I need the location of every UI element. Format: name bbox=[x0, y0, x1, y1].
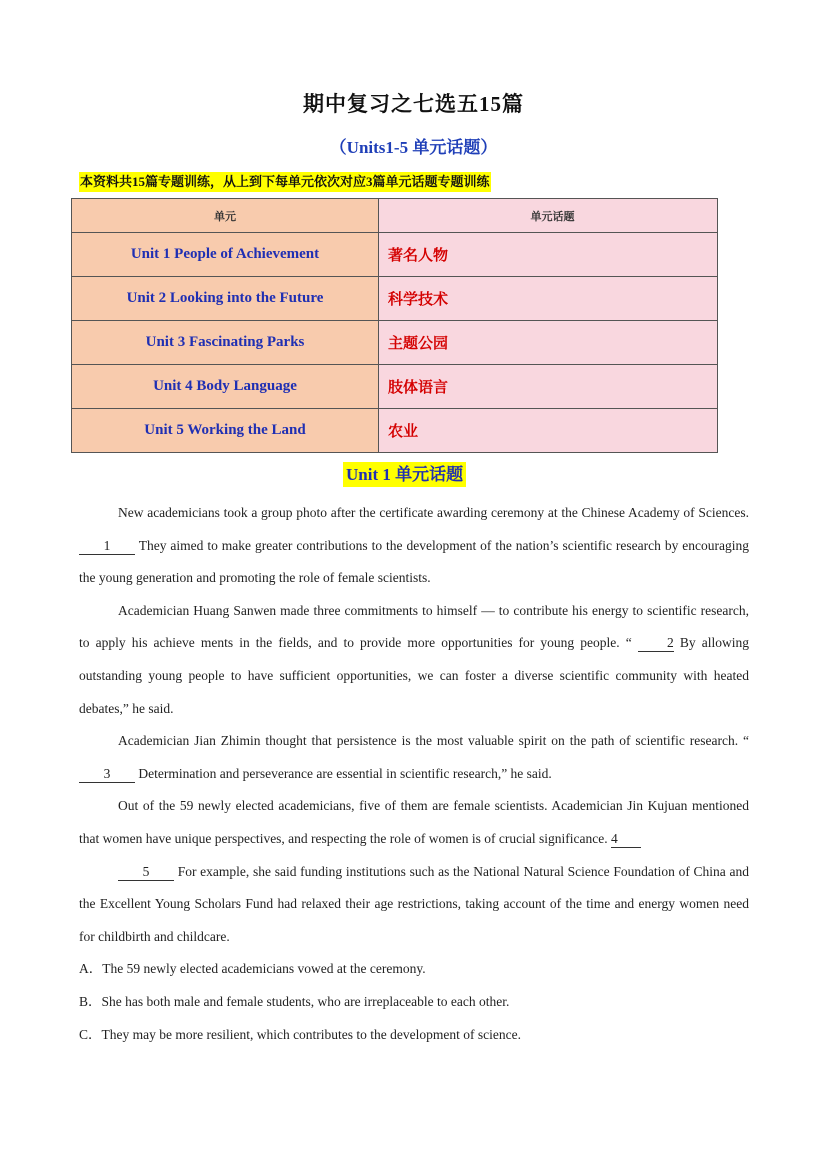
table-header-row bbox=[72, 199, 718, 233]
topic-name: 农业 bbox=[388, 422, 419, 440]
unit-cell bbox=[72, 321, 379, 365]
passage-paragraph-2 bbox=[79, 595, 749, 725]
topic-name: 科学技术 bbox=[388, 290, 449, 308]
topic-cell bbox=[379, 321, 718, 365]
unit-name: Unit 3 Fascinating Parks bbox=[145, 334, 305, 350]
document-title: 期中复习之七选五15篇 bbox=[303, 92, 524, 116]
unit-cell bbox=[72, 277, 379, 321]
unit-cell bbox=[72, 233, 379, 277]
blank-2: 2 bbox=[638, 635, 674, 652]
paragraph-text: By allowing outstanding young people to have sufficient opportunities, we can foster a diverse scientific community with heated debates,” he said. bbox=[79, 635, 749, 716]
notice-banner: 本资料共15篇专题训练，从上到下每单元依次对应3篇单元话题专题训练 bbox=[79, 172, 491, 192]
section-heading: Unit 1 单元话题 bbox=[343, 462, 466, 487]
blank-1: 1 bbox=[79, 538, 135, 555]
unit-name: Unit 5 Working the Land bbox=[144, 422, 306, 438]
topic-cell bbox=[379, 409, 718, 453]
header-unit: 单元 bbox=[72, 199, 379, 233]
unit-name: Unit 2 Looking into the Future bbox=[126, 290, 324, 306]
blank-4: 4 bbox=[611, 831, 641, 848]
topic-name: 著名人物 bbox=[388, 246, 449, 264]
option-c: C．They may be more resilient, which contributes to the development of science. bbox=[79, 1026, 521, 1042]
table-row bbox=[72, 277, 718, 321]
topic-name: 主题公园 bbox=[388, 334, 449, 352]
unit-cell bbox=[72, 365, 379, 409]
paragraph-text: Determination and perseverance are essential in scientific research,” he said. bbox=[135, 765, 552, 781]
topic-name: 肢体语言 bbox=[388, 378, 449, 396]
topic-cell bbox=[379, 365, 718, 409]
paragraph-text: Out of the 59 newly elected academicians, five of them are female scientists. Academician Jin Kujuan mentioned that women have unique perspectives, and respecting the role of women is of crucial significance. bbox=[79, 798, 749, 846]
blank-3: 3 bbox=[79, 766, 135, 783]
table-row bbox=[72, 321, 718, 365]
topic-cell bbox=[379, 233, 718, 277]
table-row bbox=[72, 365, 718, 409]
paragraph-text: New academicians took a group photo after the certificate awarding ceremony at the Chinese Academy of Sciences. bbox=[118, 505, 749, 520]
document-subtitle: （Units1-5 单元话题） bbox=[329, 138, 498, 157]
unit-cell bbox=[72, 409, 379, 453]
unit-name: Unit 4 Body Language bbox=[153, 378, 297, 394]
topic-cell bbox=[379, 277, 718, 321]
passage-paragraph-3 bbox=[79, 725, 749, 790]
header-topic: 单元话题 bbox=[379, 199, 718, 233]
paragraph-text: Academician Jian Zhimin thought that persistence is the most valuable spirit on the path of scientific research. “ bbox=[118, 733, 749, 749]
passage-paragraph-5 bbox=[79, 856, 749, 954]
passage-paragraph-4 bbox=[79, 790, 749, 855]
paragraph-text: For example, she said funding institutions such as the National Natural Science Foundation of China and the Excellent Young Scholars Fund had relaxed their age restrictions, taking account of the time and energy women need for childbirth and childcare. bbox=[79, 863, 749, 944]
passage bbox=[79, 497, 749, 1051]
paragraph-text: They aimed to make greater contributions to the development of the nation’s scientific research by encouraging the young generation and promoting the role of female scientists. bbox=[79, 537, 749, 586]
option-a: A．The 59 newly elected academicians vowed at the ceremony. bbox=[79, 961, 426, 977]
paragraph-text: Academician Huang Sanwen made three commitments to himself — to contribute his energy to scientific research, to apply his achieve ments in the fields, and to provide more opportunities for young people. “ bbox=[79, 602, 749, 651]
passage-paragraph-1 bbox=[79, 497, 749, 595]
unit-name: Unit 1 People of Achievement bbox=[130, 246, 320, 262]
table-row bbox=[72, 409, 718, 453]
table-row bbox=[72, 233, 718, 277]
units-table bbox=[71, 198, 718, 453]
blank-5: 5 bbox=[118, 864, 174, 881]
option-b: B．She has both male and female students, who are irreplaceable to each other. bbox=[79, 993, 510, 1009]
